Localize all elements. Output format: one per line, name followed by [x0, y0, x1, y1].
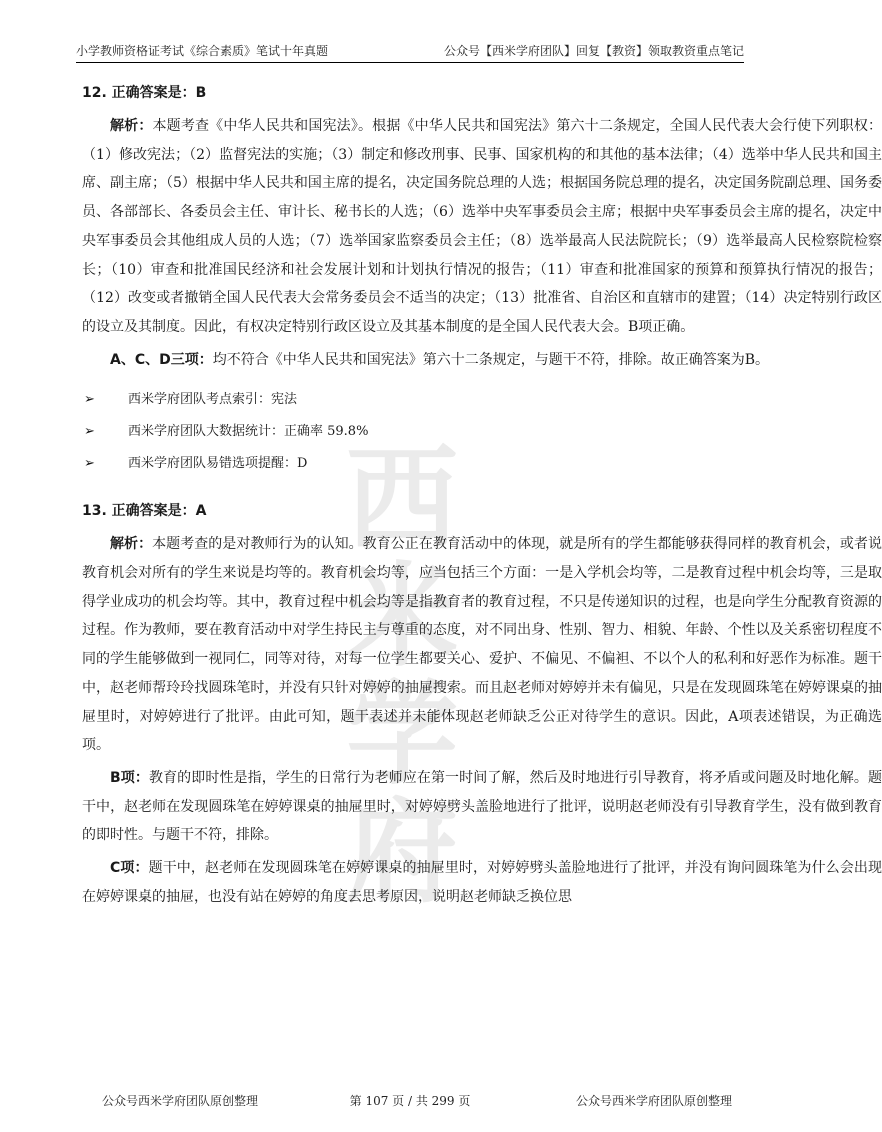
q12-acd-lead: A、C、D三项：: [110, 351, 213, 368]
list-item: [82, 416, 882, 448]
question-13: [82, 500, 882, 918]
q13-c-lead: C项：: [110, 860, 149, 877]
arrow-bullet-icon: ➢: [84, 392, 95, 408]
q13-analysis: [82, 530, 882, 760]
footer-right: 公众号西米学府团队原创整理: [575, 1094, 732, 1108]
q13-answer-heading: 13. 正确答案是：A: [82, 503, 207, 520]
question-12: [82, 82, 882, 480]
page-footer: [76, 1092, 744, 1112]
watermark-line-1: 西米: [346, 434, 464, 682]
watermark-line-2: 学府: [346, 670, 464, 918]
arrow-bullet-icon: ➢: [84, 456, 95, 472]
q13-c-text: 题干中，赵老师在发现圆珠笔在婷婷课桌的抽屉里时，对婷婷劈头盖脸地进行了批评，并没有询问圆珠笔为什么会出现在婷婷课桌的抽屉，也没有站在婷婷的角度去思考原因，说明赵老师缺乏换位思: [82, 860, 882, 905]
page-header: [76, 40, 744, 63]
q12-bullet-accuracy: 西米学府团队大数据统计：正确率 59.8%: [128, 424, 369, 440]
q13-analysis-text: 本题考查的是对教师行为的认知。教育公正在教育活动中的体现，就是所有的学生都能够获得同样的教育机会，或者说教育机会对所有的学生来说是均等的。教育机会均等，应当包括三个方面：一是入学机会均等，二是教育过程中机会均等，三是取得学业成功的机会均等。其中，教育过程中机会均等是指教育者的教育过程，不只是传递知识的过程，也是向学生分配教育资源的过程。作为教师，要在教育活动中对学生持民主与尊重的态度，对不同出身、性别、智力、相貌、年龄、个性以及关系密切程度不同的学生能够做到一视同仁，同等对待，对每一位学生都要关心、爱护、不偏见、不偏袒、不以个人的私利和好恶作为标准。题干中，赵老师帮玲玲找圆珠笔时，并没有只针对婷婷的抽屉搜索。而且赵老师对婷婷并未有偏见，只是在发现圆珠笔在婷婷课桌的抽屉里时，对婷婷进行了批评。由此可知，题干表述并未能体现赵老师缺乏公正对待学生的意识。因此，A项表述错误，为正确选项。: [82, 536, 882, 754]
header-title: 小学教师资格证考试《综合素质》笔试十年真题: [76, 44, 329, 58]
q12-acd-options: [82, 346, 882, 375]
page-number: 第 107 页 / 共 299 页: [349, 1094, 471, 1108]
q13-b-text: 教育的即时性是指，学生的日常行为老师应在第一时间了解，然后及时地进行引导教育，将矛盾或问题及时地化解。题干中，赵老师在发现圆珠笔在婷婷课桌的抽屉里时，对婷婷劈头盖脸地进行了批评，说明赵老师没有引导教育学生，没有做到教育的即时性。与题干不符，排除。: [82, 769, 882, 844]
q12-analysis: [82, 112, 882, 342]
page-content: [82, 82, 882, 918]
footer-left: 公众号西米学府团队原创整理: [102, 1094, 259, 1108]
q12-answer-heading: 12. 正确答案是：B: [82, 85, 207, 101]
q12-bullet-topic: 西米学府团队考点索引：宪法: [128, 392, 298, 408]
q13-analysis-lead: 解析：: [110, 536, 153, 553]
q13-option-c: [82, 854, 882, 911]
header-promo: 公众号【西米学府团队】回复【教资】领取教资重点笔记: [443, 44, 744, 58]
list-item: [82, 448, 882, 480]
q12-acd-text: 均不符合《中华人民共和国宪法》第六十二条规定，与题干不符，排除。故正确答案为B。: [212, 351, 770, 368]
q12-bullet-trap: 西米学府团队易错选项提醒：D: [128, 456, 308, 472]
q13-b-lead: B项：: [110, 769, 149, 786]
q12-analysis-text: 本题考查《中华人民共和国宪法》。根据《中华人民共和国宪法》第六十二条规定，全国人民代表大会行使下列职权：（1）修改宪法；（2）监督宪法的实施；（3）制定和修改刑事、民事、国家机构的和其他的基本法律；（4）选举中华人民共和国主席、副主席；（5）根据中华人民共和国主席的提名，决定国务院总理的人选；根据国务院总理的提名，决定国务院副总理、国务委员、各部部长、各委员会主任、审计长、秘书长的人选；（6）选举中央军事委员会主席；根据中央军事委员会主席的提名，决定中央军事委员会其他组成人员的人选；（7）选举国家监察委员会主任；（8）选举最高人民法院院长；（9）选举最高人民检察院检察长；（10）审查和批准国民经济和社会发展计划和计划执行情况的报告；（11）审查和批准国家的预算和预算执行情况的报告；（12）改变或者撤销全国人民代表大会常务委员会不适当的决定；（13）批准省、自治区和直辖市的建置；（14）决定特别行政区的设立及其制度。因此，有权决定特别行政区设立及其基本制度的是全国人民代表大会。B项正确。: [82, 118, 882, 335]
list-item: [82, 384, 882, 416]
q12-analysis-lead: 解析：: [110, 118, 153, 134]
q12-bullet-list: [82, 384, 882, 480]
q13-option-b: [82, 764, 882, 850]
arrow-bullet-icon: ➢: [84, 424, 95, 440]
